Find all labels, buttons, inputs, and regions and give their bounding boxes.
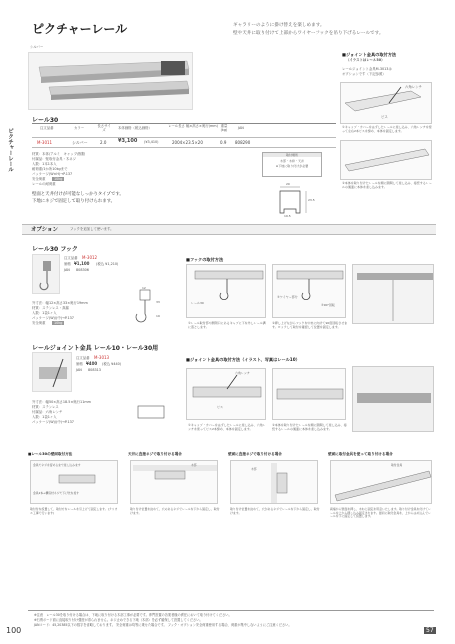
rail30-header-price: 本体価格（税込価格） bbox=[118, 126, 152, 130]
install-wall-rail30-title: ■レール30の壁面取付方法 bbox=[28, 452, 73, 456]
install-ceiling bbox=[128, 452, 222, 537]
joint-spec-3: 付属品：六角レンチ bbox=[32, 410, 63, 414]
rail30-price-tax: (¥3,410) bbox=[144, 140, 159, 144]
hook-load-badge: 10kg bbox=[54, 321, 63, 325]
hook-code-label: 注文品番 bbox=[64, 256, 78, 260]
joint-spec-1: 外寸法：幅50×高さ18.5×奥行11mm bbox=[32, 400, 91, 404]
install-wall-direct-note: 取り付け位置を決めて、穴があるネジでレールを下から固定し、取付けます。 bbox=[230, 507, 320, 515]
joint-code-label: 注文品番 bbox=[76, 356, 90, 360]
product-photo bbox=[28, 52, 193, 110]
dim-depth: 19.5 bbox=[284, 214, 291, 218]
hook-price: ¥1,100 bbox=[74, 261, 90, 266]
joint-diagram-1 bbox=[340, 82, 432, 124]
hook-mount-title: ■フックの取付方法 bbox=[186, 257, 224, 262]
joint-step-1: ①キャップ・カバーをはずしたレールに差し込み、六角レンチを使って左右2本ビスを締め、本体を固定します。 bbox=[342, 125, 432, 133]
rail30-spec-2: 付属品：壁取付金具・木ネジ bbox=[32, 157, 77, 161]
hook-dim-2: 33 bbox=[156, 300, 160, 304]
page-title: ピクチャーレール bbox=[32, 22, 128, 36]
hook-spec-1: 外寸法：幅12×高さ33×奥行19mm bbox=[32, 301, 88, 305]
joint-note-1: レールジョイント金具M-3013は bbox=[342, 67, 392, 71]
dim-width: 20 bbox=[286, 182, 290, 186]
rail30-spec-3: 入数：1本1本入 bbox=[32, 162, 57, 166]
rail30-weight: 0.9 bbox=[220, 140, 227, 145]
rail30-note-1: 壁面と天井付けが可能なしっかりタイプです。 bbox=[32, 192, 124, 197]
rail30-load-badge: 10kg bbox=[54, 177, 63, 181]
joint-price: ¥400 bbox=[86, 361, 98, 366]
hook-code: M-3012 bbox=[82, 255, 98, 260]
side-label: ピクチャーレール bbox=[7, 128, 13, 172]
joint-diagram-2 bbox=[340, 140, 432, 180]
hook-mount-label-3: ④90°回転 bbox=[321, 303, 336, 307]
rail30-color: シルバー bbox=[72, 140, 88, 145]
rail30-header-jan: JAN bbox=[238, 126, 244, 130]
joint-title: レールジョイント金具 レール10・レール30用 bbox=[32, 345, 159, 352]
rail30-header-size: 長さサイズ bbox=[97, 124, 111, 133]
hook-dim-1: 12 bbox=[142, 286, 146, 290]
install-ceiling-label: 木部 bbox=[191, 463, 197, 467]
hook-spec-5: 安全荷重 bbox=[32, 321, 46, 325]
rail30-spec-5: バッケージ(W×H)→P.137 bbox=[32, 172, 73, 176]
hook-photo bbox=[32, 254, 60, 294]
install-wall-rail30-diagram bbox=[30, 460, 118, 504]
joint-photo bbox=[32, 352, 72, 392]
hook-mount-step-1: ①レール取付部や開閉口にあるキャプに下を外しレール溝に落とします。 bbox=[188, 321, 266, 329]
joint-callout-wrench: 六角レンチ bbox=[235, 371, 250, 375]
install-wall-bracket bbox=[328, 452, 434, 537]
hook-spec-3: 入数：1袋1ヶ入 bbox=[32, 311, 57, 315]
install-wall-direct-diagram bbox=[230, 460, 318, 504]
hook-price-tax: (税込 ¥1,210) bbox=[96, 262, 119, 266]
dim-height: 23.5 bbox=[308, 198, 315, 202]
rail30-spec-1: 材質：本体/アルミ キャップ/樹脂 bbox=[32, 152, 86, 156]
joint-mount-title: ■ジョイント金具の取付方法 bbox=[342, 52, 397, 57]
rail30-jan: 808290 bbox=[235, 140, 251, 145]
install-wall-direct-label: 木部 bbox=[251, 467, 257, 471]
rail30-size: 2.0 bbox=[100, 140, 107, 145]
rail-image bbox=[29, 53, 194, 111]
photo-caption: シルバー bbox=[30, 45, 44, 49]
footer-note-3: JANコード：45,20385以下の数字を省略しております。 安全荷重は均等に乗せた場合です。 フック・オプション安全荷重使用する場合、荷重が集中しないようにご注意ください。 bbox=[34, 623, 292, 627]
rail30-dims: 2004×23.5×20 bbox=[172, 140, 203, 145]
hook-mount-photo bbox=[352, 264, 434, 324]
hook-price-label: 価格 bbox=[64, 262, 71, 266]
hook-jan: 808306 bbox=[76, 268, 89, 272]
install-wall-bracket-diagram bbox=[330, 460, 432, 504]
option-label: オプション bbox=[31, 227, 59, 233]
install-wall-bracket-label: 取付金具 bbox=[391, 463, 403, 467]
joint-jan-label: JAN bbox=[76, 368, 82, 372]
rail30-price: ¥3,100 bbox=[118, 138, 138, 144]
install-ceiling-note: 取り付け位置を決めて、穴のあるネジでレールを下から固定し、取付けます。 bbox=[130, 507, 220, 515]
joint-callout-screw: ビス bbox=[217, 405, 224, 409]
rail30-header-color: カラー bbox=[74, 126, 85, 130]
joint-mount-section-title: ■ジョイント金具の取付方法（イラスト、写真はレール10） bbox=[186, 357, 300, 362]
rail30-header-weight: 重量(kg) bbox=[220, 124, 228, 133]
install-wall-rail30-label-1: 金具でネジを留めるまで差し込みます bbox=[33, 463, 81, 467]
joint-jan: 808313 bbox=[88, 368, 101, 372]
joint-spec-4: 入数：1袋1ヶ入 bbox=[32, 415, 57, 419]
hook-jan-label: JAN bbox=[64, 268, 70, 272]
hook-mount-diagram-1 bbox=[186, 264, 266, 318]
joint-mount-diagram-1 bbox=[186, 368, 266, 420]
joint-mount-sub: （イラストはレール30） bbox=[346, 58, 385, 62]
joint-code: M-3013 bbox=[94, 355, 110, 360]
rail30-header-dims: レール長さ 幅×高さ×奥行(mm) bbox=[168, 124, 218, 128]
tagline-2: 壁や天井に取り付けて上部からワイヤーフックを吊り下げるレールです。 bbox=[233, 31, 384, 36]
mount-box-title: 取付場所 bbox=[263, 153, 321, 157]
rail30-spec-4: 耐荷重/1か所10kgまで bbox=[32, 167, 68, 171]
page-right-tab: 57 bbox=[426, 627, 434, 634]
install-wall-direct-title: 壁面に直接ネジで取り付ける場合 bbox=[228, 452, 282, 456]
install-wall-rail30-note: 取付付を設置して、取付方をレールを引上げて固定します。(クリカエ工事で行います) bbox=[30, 507, 118, 515]
install-wall-rail30 bbox=[28, 452, 122, 537]
joint-mount-photo bbox=[352, 366, 434, 432]
install-wall-rail30-label-2: 金具2本→構造材ネジで下げ先を差す bbox=[33, 491, 80, 495]
rail30-spec-6: 安全荷重 bbox=[32, 177, 46, 181]
mount-location-box bbox=[262, 152, 322, 177]
hook-mount-label-1: レール30 bbox=[191, 301, 204, 305]
rail30-spec-7: レールの耐荷重 bbox=[32, 182, 56, 186]
install-ceiling-diagram bbox=[130, 460, 218, 504]
hook-dimension-drawing bbox=[128, 286, 170, 326]
hook-dim-3: 19 bbox=[156, 314, 160, 318]
hook-spec-2: 材質：ステンレス・真鍮 bbox=[32, 306, 69, 310]
page-number: 100 bbox=[6, 626, 22, 635]
joint-mount-diagram-2 bbox=[272, 368, 346, 420]
joint-step-2: ②本体を取り付けたレールを順に隙間して差し込み、接続するレールの裏面に本体を差し込みます。 bbox=[342, 181, 432, 189]
option-note: フックを追加して使います。 bbox=[70, 227, 114, 231]
wrench-callout: 六角レンチ bbox=[405, 85, 422, 89]
tagline-1: ギャラリーのように掛け替えを楽しめます。 bbox=[233, 23, 325, 28]
joint-price-label: 価格 bbox=[76, 362, 83, 366]
joint-spec-5: パッケージ(W)/(中)→P.137 bbox=[32, 420, 74, 424]
footer-note-1: ※注意 レール30を取り付ける場合は、下地に取り付ける木部工事が必要です。専門設置の各業者様の責任において取り付けてください。 bbox=[34, 613, 232, 617]
footer-note-2: ※石膏ボード面に直接取り付け強度が得られません。ネジ止めできる下地（木部）を必ず確保して設置してください。 bbox=[34, 618, 203, 622]
rail30-title: レール30 bbox=[32, 117, 59, 124]
install-ceiling-title: 天井に直接ネジで取り付ける場合 bbox=[128, 452, 182, 456]
rail30-header-code: 注文品番 bbox=[40, 126, 54, 130]
hook-mount-label-2: ③ワイヤー部分 bbox=[277, 295, 298, 299]
rail30-note-2: 下地にネジで固定して取り付けられます。 bbox=[32, 199, 116, 204]
install-methods-row bbox=[28, 452, 434, 537]
hook-spec-4: パッケージ(W)/(中)→P.137 bbox=[32, 316, 74, 320]
joint-mount-step-1: ①キャップ・カバーをはずしたレールに差し込み、六角レンチを使ってビス2本締め、本体を固定します。 bbox=[188, 423, 266, 431]
rail30-code: M-3011 bbox=[37, 140, 53, 145]
install-wall-bracket-note: 両端から壁面を押し、木ねじ固定を用意いたします。取り付け金具を付けてレールを上から押し込み固定されます。最初に取付金具を、上からはめ込んでレールを下に固定して設置します。 bbox=[330, 507, 431, 519]
hook-mount-diagram-2 bbox=[272, 264, 346, 318]
joint-spec-2: 材質：ステンレス bbox=[32, 405, 59, 409]
install-wall-bracket-title: 壁面に取付金具を使って取り付ける場合 bbox=[328, 452, 393, 456]
install-wall-direct bbox=[228, 452, 322, 537]
hook-mount-step-2: ②押し上げながらフックを中央に向けて90度回転させます。ロックして取付を確認して位置を固定します。 bbox=[272, 321, 348, 329]
mount-box-1: 木部・木枠・天井 bbox=[279, 159, 304, 164]
rail-profile-diagram bbox=[270, 183, 322, 219]
mount-box-2: ※下地に取り付けが必要 bbox=[275, 163, 309, 168]
hook-title: レール30 フック bbox=[32, 246, 78, 253]
joint-dimension-drawing bbox=[134, 400, 170, 424]
joint-note-2: オプションです（下記参照） bbox=[342, 72, 386, 76]
joint-price-tax: (税込 ¥440) bbox=[102, 362, 122, 366]
joint-mount-step-2: ②本体を取り付けたレールを順に隙間して差し込み、接続するレールの裏面に本体を差し込みます。 bbox=[272, 423, 347, 431]
screw-callout: ビス bbox=[381, 115, 388, 119]
